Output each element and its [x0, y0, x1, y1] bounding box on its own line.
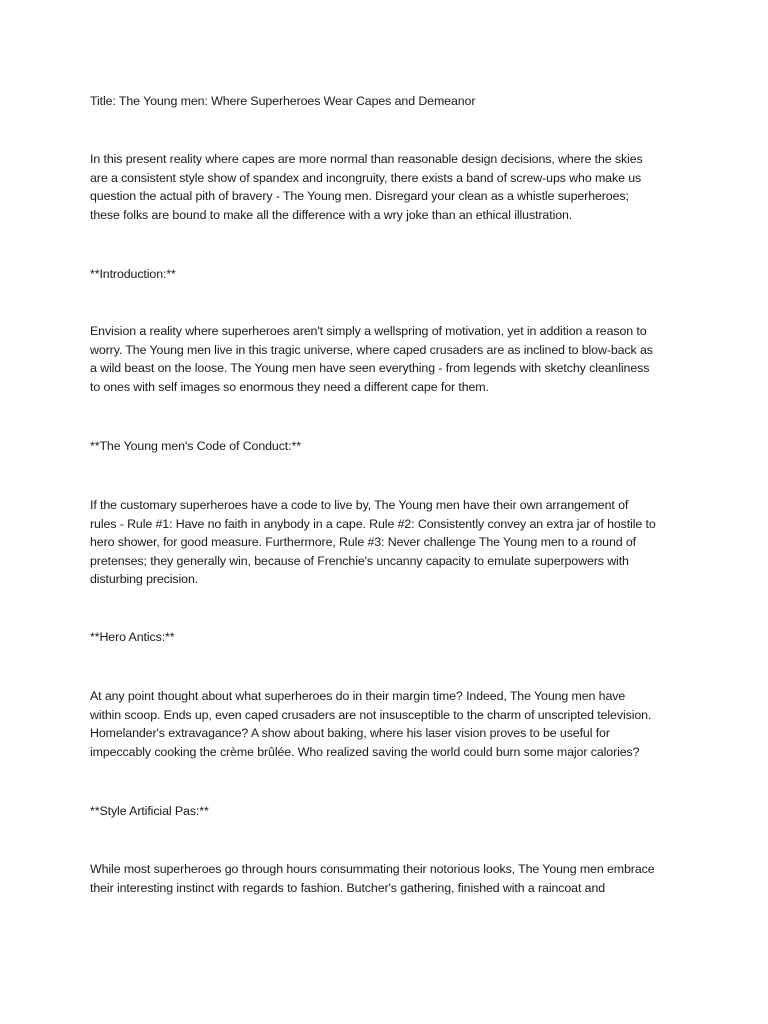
- paragraph-line: disturbing precision.: [90, 572, 199, 587]
- paragraph-line: to ones with self images so enormous they need a different cape for them.: [90, 379, 489, 394]
- paragraph-line: their interesting instinct with regards to fashion. Butcher's gathering, finished with a raincoat and: [90, 880, 606, 895]
- heading-text: **Style Artificial Pas:**: [90, 804, 209, 818]
- heading-text: **The Young men's Code of Conduct:**: [90, 439, 301, 453]
- style-paragraph: [90, 860, 690, 897]
- paragraph-line: At any point thought about what superheroes do in their margin time? Indeed, The Young men have: [90, 689, 626, 703]
- hero-antics-paragraph: [90, 687, 690, 761]
- paragraph-line: hero shower, for good measure. Furthermore, Rule #3: Never challenge The Young men to a round of: [90, 535, 637, 550]
- section-heading-code-of-conduct: [90, 437, 690, 456]
- paragraph-line: a wild beast on the loose. The Young men have seen everything - from legends with sketchy cleanliness: [90, 361, 650, 376]
- paragraph-line: worry. The Young men live in this tragic universe, where caped crusaders are as inclined to blow-back as: [90, 342, 653, 357]
- section-heading-hero-antics: [90, 628, 690, 647]
- paragraph-line: rules - Rule #1: Have no faith in anybody in a cape. Rule #2: Consistently convey an extra jar of hostile to: [90, 516, 656, 531]
- paragraph-line: Homelander's extravagance? A show about baking, where his laser vision proves to be useful for: [90, 726, 610, 741]
- paragraph-line: are a consistent style show of spandex and incongruity, there exists a band of screw-ups who make us: [90, 170, 642, 185]
- paragraph-line: While most superheroes go through hours consummating their notorious looks, The Young men embrace: [90, 862, 655, 876]
- paragraph-line: In this present reality where capes are more normal than reasonable design decisions, where the skies: [90, 152, 643, 166]
- paragraph-line: If the customary superheroes have a code to live by, The Young men have their own arrangement of: [90, 498, 629, 512]
- paragraph-line: question the actual pith of bravery - The Young men. Disregard your clean as a whistle superheroes;: [90, 189, 629, 204]
- document-title: [90, 92, 690, 111]
- section-heading-introduction: [90, 265, 690, 284]
- paragraph-line: within scoop. Ends up, even caped crusaders are not insusceptible to the charm of unscripted television.: [90, 707, 652, 722]
- title-line: Title: The Young men: Where Superheroes Wear Capes and Demeanor: [90, 94, 476, 108]
- paragraph-line: pretenses; they generally win, because of Frenchie's uncanny capacity to emulate superpowers with: [90, 553, 629, 568]
- paragraph-line: Envision a reality where superheroes aren't simply a wellspring of motivation, yet in addition a reason to: [90, 324, 647, 338]
- intro-paragraph: [90, 150, 690, 224]
- heading-text: **Hero Antics:**: [90, 630, 175, 644]
- heading-text: **Introduction:**: [90, 267, 176, 281]
- section-heading-style: [90, 802, 690, 821]
- paragraph-line: impeccably cooking the crème brûlée. Who realized saving the world could burn some major calories?: [90, 744, 640, 759]
- paragraph-line: these folks are bound to make all the difference with a wry joke than an ethical illustration.: [90, 207, 573, 222]
- introduction-paragraph: [90, 322, 690, 396]
- code-of-conduct-paragraph: [90, 496, 690, 589]
